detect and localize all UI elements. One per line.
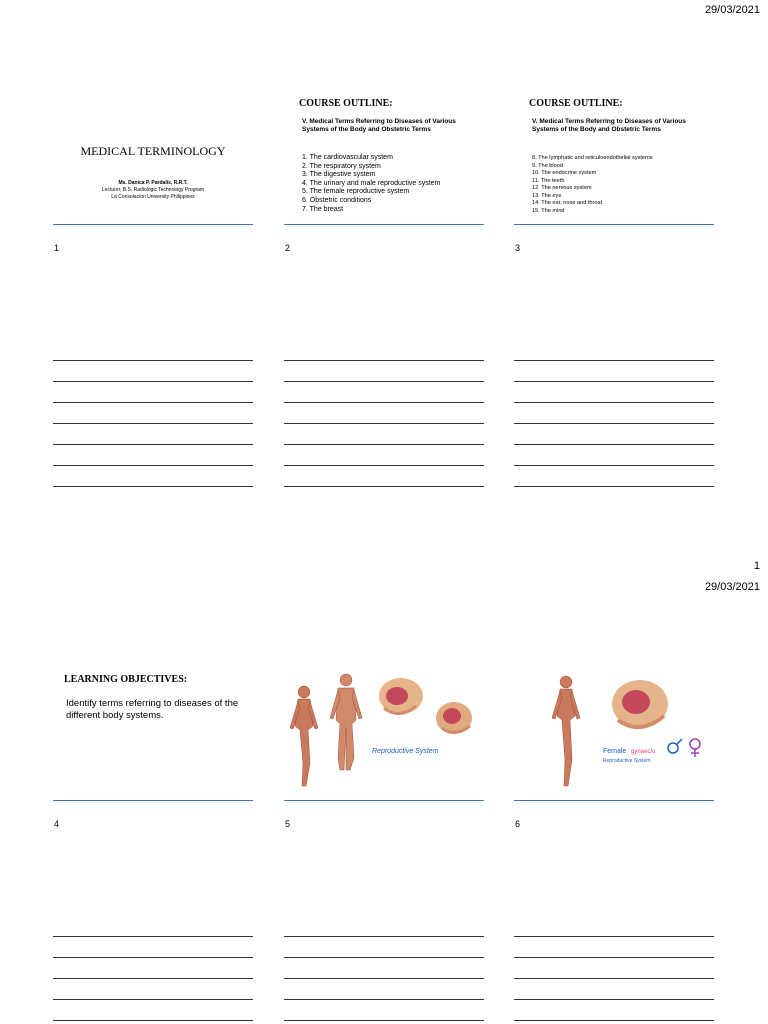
note-line — [284, 957, 484, 958]
caption-gyn: gynaec/o — [631, 749, 656, 755]
slide-divider — [514, 224, 714, 225]
slide-divider — [53, 800, 253, 801]
slide-subheading: V. Medical Terms Referring to Diseases of Various Systems of the Body and Obstetric Terms — [532, 118, 686, 133]
note-line — [514, 936, 714, 937]
objective-text: Identify terms referring to diseases of the different body systems. — [66, 698, 239, 721]
note-line — [53, 978, 253, 979]
note-line — [53, 465, 253, 466]
outline-item: 11. The teeth — [532, 177, 565, 184]
note-line — [53, 402, 253, 403]
note-line — [284, 978, 484, 979]
outline-item: 3. The digestive system — [302, 171, 376, 179]
anatomy-illustration — [514, 668, 714, 800]
note-line — [514, 999, 714, 1000]
note-line — [53, 936, 253, 937]
outline-item: 13. The eye — [532, 192, 562, 199]
note-line — [514, 360, 714, 361]
slide-title: MEDICAL TERMINOLOGY — [80, 144, 226, 158]
note-line — [53, 444, 253, 445]
note-line — [514, 402, 714, 403]
caption-sub: Reproductive System — [603, 758, 651, 764]
page2-date: 29/03/2021 — [704, 581, 760, 593]
gender-symbols-icon — [668, 739, 700, 757]
outline-item: 8. The lymphatic and reticuloendothelial systems — [532, 155, 653, 161]
slide-number: 3 — [515, 243, 521, 253]
slide-number: 6 — [515, 819, 521, 829]
slide-divider — [514, 800, 714, 801]
outline-item: 6. Obstetric conditions — [302, 196, 372, 204]
slide-3 — [514, 92, 714, 224]
note-line — [53, 360, 253, 361]
outline-item: 12. The nervous system — [532, 185, 592, 191]
pelvis-section-illustration — [612, 680, 668, 728]
note-line — [53, 1020, 253, 1021]
outline-list — [532, 155, 707, 215]
slide-number: 4 — [54, 819, 60, 829]
note-line — [284, 381, 484, 382]
slide-caption: Reproductive System — [372, 748, 439, 755]
note-line — [514, 1020, 714, 1021]
note-line — [53, 999, 253, 1000]
caption-female: Female — [603, 748, 627, 755]
slide-divider — [284, 224, 484, 225]
outline-item: 10. The endocrine system — [532, 170, 597, 176]
page1-date: 29/03/2021 — [704, 4, 760, 16]
note-line — [53, 957, 253, 958]
outline-item: 2. The respiratory system — [302, 162, 381, 170]
note-line — [284, 465, 484, 466]
pelvis-section-illustration — [379, 678, 472, 734]
slide-divider — [53, 224, 253, 225]
slide-1 — [53, 104, 253, 224]
slide-5 — [284, 668, 484, 800]
note-line — [284, 1020, 484, 1021]
note-line — [514, 486, 714, 487]
note-line — [284, 999, 484, 1000]
author-name: Ms. Danica P. Pardalis, R.R.T. — [118, 180, 188, 186]
note-line — [284, 402, 484, 403]
slide-heading: COURSE OUTLINE: — [529, 98, 623, 109]
slide-2 — [284, 92, 484, 224]
slide-heading: LEARNING OBJECTIVES: — [64, 674, 188, 685]
note-line — [514, 465, 714, 466]
note-line — [53, 381, 253, 382]
note-line — [284, 486, 484, 487]
slide-number: 2 — [285, 243, 291, 253]
note-line — [514, 957, 714, 958]
note-line — [284, 444, 484, 445]
slide-number: 5 — [285, 819, 291, 829]
author-role: Lecturer, B.S. Radiologic Technology Program — [101, 187, 205, 193]
female-anatomy-figure — [290, 686, 318, 786]
outline-item: 15. The mind — [532, 207, 565, 214]
note-line — [53, 423, 253, 424]
note-line — [514, 381, 714, 382]
note-line — [284, 423, 484, 424]
outline-item: 14. The ear, nose and throat — [532, 200, 603, 206]
slide-6 — [514, 668, 714, 800]
page-number: 1 — [753, 560, 760, 572]
outline-list — [302, 154, 477, 214]
outline-item: 7. The breast — [302, 205, 344, 213]
slide-divider — [284, 800, 484, 801]
slide-4 — [53, 668, 253, 800]
outline-item: 5. The female reproductive system — [302, 188, 410, 196]
note-line — [53, 486, 253, 487]
outline-item: 1. The cardiovascular system — [302, 154, 393, 161]
slide-number: 1 — [54, 243, 60, 253]
author-org: La Consolacion University Philippines — [111, 194, 195, 200]
anatomy-illustration — [284, 668, 484, 800]
note-line — [514, 423, 714, 424]
slide-heading: COURSE OUTLINE: — [299, 98, 393, 109]
note-line — [514, 444, 714, 445]
female-anatomy-figure — [552, 676, 580, 786]
male-anatomy-figure — [330, 674, 362, 770]
slide-subheading: V. Medical Terms Referring to Diseases of Various Systems of the Body and Obstetric Terms — [302, 118, 456, 133]
outline-item: 9. The blood — [532, 162, 563, 169]
note-line — [284, 936, 484, 937]
note-line — [284, 360, 484, 361]
note-line — [514, 978, 714, 979]
outline-item: 4. The urinary and male reproductive system — [302, 179, 441, 187]
